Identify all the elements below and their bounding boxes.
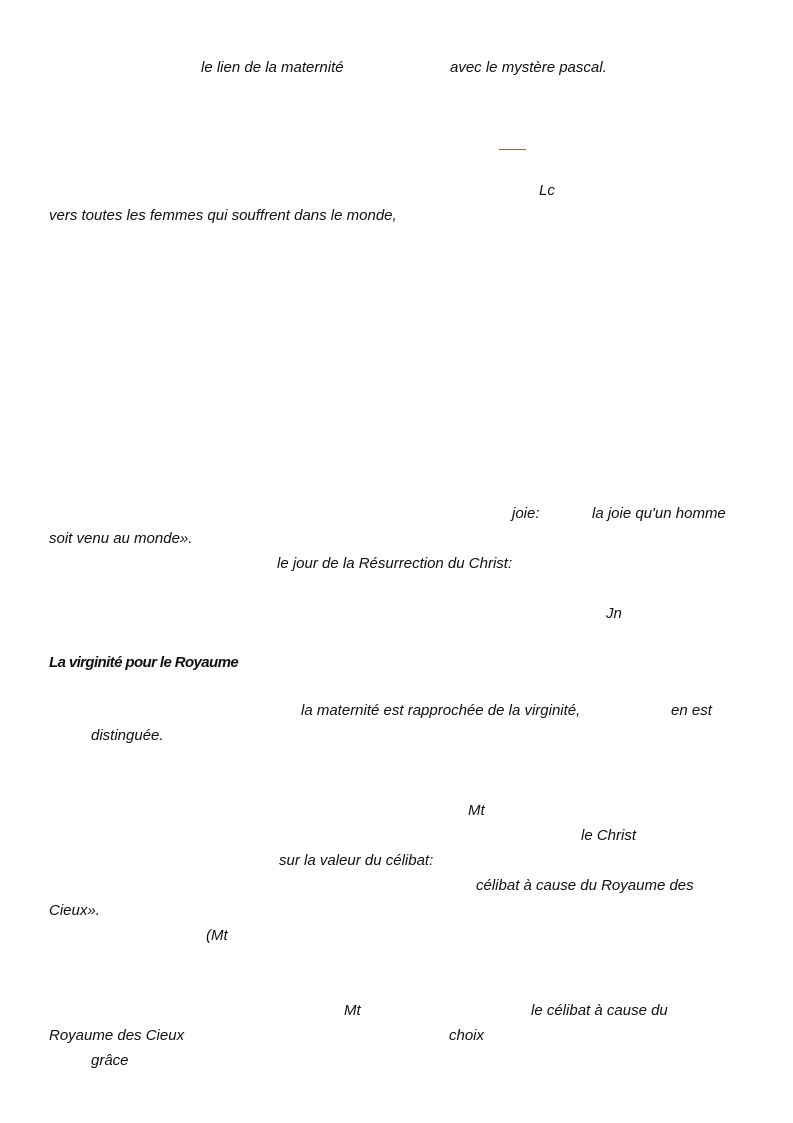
section-heading: La virginité pour le Royaume xyxy=(49,654,239,671)
text-fragment: grâce xyxy=(91,1052,129,1069)
text-fragment: Mt xyxy=(344,1002,361,1019)
text-fragment: Royaume des Cieux xyxy=(49,1027,185,1044)
text-fragment: le lien de la maternité xyxy=(201,59,344,76)
text-fragment: Cieux». xyxy=(49,902,100,919)
text-fragment: choix xyxy=(449,1027,485,1044)
text-fragment: vers toutes les femmes qui souffrent dans le monde, xyxy=(49,207,397,224)
text-fragment: (Mt xyxy=(206,927,228,944)
text-fragment: sur la valeur du célibat: xyxy=(279,852,434,869)
text-fragment: le célibat à cause du xyxy=(531,1002,668,1019)
text-fragment: distinguée. xyxy=(91,727,164,744)
text-fragment: célibat à cause du Royaume des xyxy=(476,877,694,894)
text-fragment: Lc xyxy=(539,182,555,199)
short-rule xyxy=(499,149,526,150)
text-fragment: en est xyxy=(671,702,712,719)
text-fragment: la maternité est rapprochée de la virginité, xyxy=(301,702,581,719)
text-fragment: le Christ xyxy=(581,827,637,844)
text-fragment: Jn xyxy=(606,605,622,622)
text-fragment: Mt xyxy=(468,802,485,819)
text-fragment: soit venu au monde». xyxy=(49,530,193,547)
text-fragment: le jour de la Résurrection du Christ: xyxy=(277,555,513,572)
text-fragment: avec le mystère pascal. xyxy=(450,59,607,76)
text-fragment: la joie qu'un homme xyxy=(592,505,726,522)
text-fragment: joie: xyxy=(512,505,540,522)
